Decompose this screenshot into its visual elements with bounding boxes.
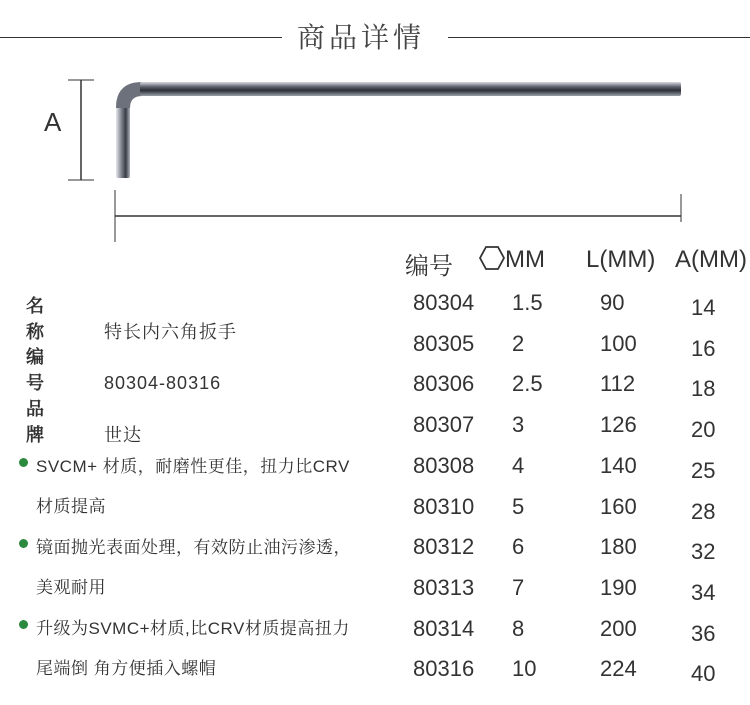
table-cell-code: 80313 bbox=[413, 574, 475, 600]
table-cell-a: 40 bbox=[691, 661, 716, 687]
table-cell-size: 5 bbox=[512, 493, 525, 519]
info-code-value: 80304-80316 bbox=[104, 373, 222, 393]
table-cell-size: 10 bbox=[512, 656, 537, 682]
table-cell-a: 20 bbox=[691, 417, 716, 443]
table-cell-size: 7 bbox=[512, 574, 525, 600]
bullet-dot-icon bbox=[19, 458, 28, 467]
table-cell-size: 4 bbox=[512, 452, 525, 478]
table-cell-length: 190 bbox=[600, 574, 637, 600]
table-cell-code: 80310 bbox=[413, 493, 475, 519]
feature-3-line-2: 尾端倒 角方便插入螺帽 bbox=[36, 659, 217, 678]
table-cell-code: 80304 bbox=[413, 290, 475, 315]
table-cell-code: 80305 bbox=[413, 330, 475, 356]
hex-key-long-bar bbox=[140, 82, 681, 96]
table-cell-length: 200 bbox=[600, 615, 637, 641]
table-cell-code: 80306 bbox=[413, 371, 475, 397]
table-cell-size: 2.5 bbox=[512, 371, 543, 397]
table-cell-length: 100 bbox=[600, 330, 637, 356]
table-cell-length: 126 bbox=[600, 412, 637, 438]
feature-3-line-1: 升级为SVMC+材质,比CRV材质提高扭力 bbox=[36, 619, 350, 638]
info-brand-key: 品牌 bbox=[26, 399, 70, 445]
table-header-size bbox=[479, 246, 545, 274]
table-cell-size: 6 bbox=[512, 534, 525, 560]
bullet-dot-icon bbox=[19, 620, 28, 629]
table-cell-size: 2 bbox=[512, 330, 525, 356]
table-cell-length: 140 bbox=[600, 452, 637, 478]
info-name-row bbox=[26, 292, 237, 344]
bullet-dot-icon bbox=[19, 539, 28, 548]
table-cell-code: 80314 bbox=[413, 615, 475, 641]
feature-1-line-1: SVCM+ 材质，耐磨性更佳，扭力比CRV bbox=[36, 457, 350, 476]
table-cell-code: 80316 bbox=[413, 656, 475, 682]
table-cell-a: 36 bbox=[691, 620, 716, 646]
table-cell-length: 224 bbox=[600, 656, 637, 682]
table-cell-a: 14 bbox=[691, 295, 716, 320]
table-cell-a: 32 bbox=[691, 539, 716, 565]
dimension-a-label: A bbox=[44, 107, 62, 137]
table-header-length: L(MM) bbox=[586, 246, 656, 273]
table-cell-length: 90 bbox=[600, 290, 625, 315]
feature-2-line-1: 镜面抛光表面处理，有效防止油污渗透， bbox=[36, 538, 351, 557]
info-code-key: 编号 bbox=[26, 347, 70, 393]
info-name-value: 特长内六角扳手 bbox=[104, 322, 237, 342]
info-code-row bbox=[26, 343, 221, 395]
info-brand-value: 世达 bbox=[104, 425, 142, 445]
header-rule-right bbox=[448, 37, 750, 38]
hexagon-icon bbox=[479, 246, 505, 270]
table-cell-code: 80312 bbox=[413, 534, 475, 560]
table-cell-length: 112 bbox=[600, 371, 636, 397]
page-title: 商品详情 bbox=[297, 21, 426, 54]
table-cell-code: 80307 bbox=[413, 412, 475, 438]
table-cell-length: 160 bbox=[600, 493, 637, 519]
table-cell-a: 34 bbox=[691, 579, 716, 605]
feature-1-line-2: 材质提高 bbox=[36, 497, 106, 516]
table-header-code: 编号 bbox=[405, 253, 453, 280]
info-brand-row bbox=[26, 395, 142, 447]
table-cell-size: 3 bbox=[512, 412, 525, 438]
table-header-a: A(MM) bbox=[675, 246, 747, 273]
table-cell-length: 180 bbox=[600, 534, 637, 560]
hex-key-diagram bbox=[0, 70, 750, 250]
table-cell-a: 28 bbox=[691, 498, 716, 524]
table-cell-a: 18 bbox=[691, 376, 716, 402]
table-cell-a: 16 bbox=[691, 335, 716, 361]
table-header-size-label: MM bbox=[505, 246, 545, 273]
header-rule-left bbox=[0, 37, 282, 38]
table-cell-code: 80308 bbox=[413, 452, 475, 478]
hex-key-short-leg bbox=[116, 100, 130, 178]
table-cell-size: 1.5 bbox=[512, 290, 543, 315]
table-cell-a: 25 bbox=[691, 457, 716, 483]
info-name-key: 名称 bbox=[26, 296, 70, 342]
feature-2-line-2: 美观耐用 bbox=[36, 578, 106, 597]
table-cell-size: 8 bbox=[512, 615, 525, 641]
